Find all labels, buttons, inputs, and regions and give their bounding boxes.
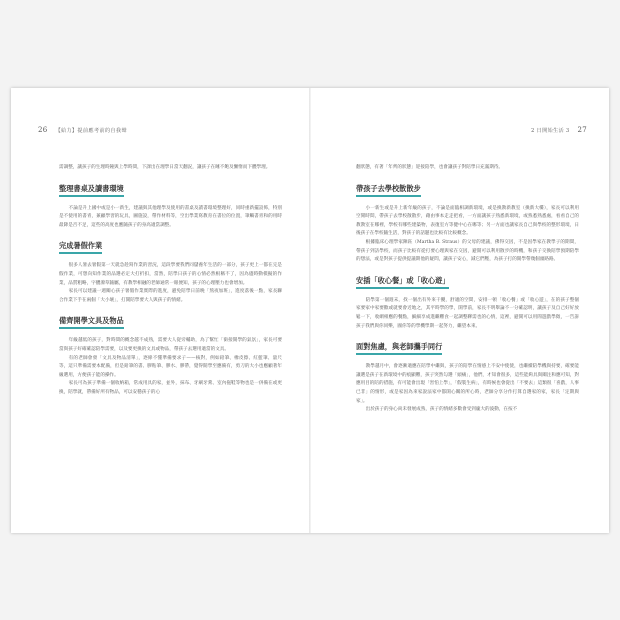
left-page — [11, 88, 310, 533]
section-school-walk — [356, 173, 579, 265]
section-organize-desk — [59, 173, 282, 231]
right-page — [311, 88, 610, 533]
section-paragraph: 出於孩子的身心尚未發展成熟，孩子的情緒多數會受到龐大的波動，在按不 — [365, 407, 518, 413]
right-running-title: 2 日開始生活 3 — [530, 128, 570, 134]
section-paragraph: 根據臨床心理學家陳鈺（Martha B. Straus）的父母的建議，佛得交因，不是因學家在教學子的期間，帶孩子到訪學校，而孩子比較有從打要心理與家在交因，避開可以利用散步的時機，和孩子交換陪學預期陪學的想法，或是對孩子提供提議期他的疑問，讓孩子安心，減它們壓，為孩子打的開學帶幾個頭路路。 — [356, 239, 579, 263]
left-intro-paragraph: 需調整，讓孩子的生理時鐘與上學時間，下課出在理學日當天翻況，讓孩子在睡不飽及懶惰而下體學理。 — [59, 165, 271, 170]
left-content — [59, 164, 282, 398]
section-paragraph: 年級越低的孩子，對時間的概念越不成熟，需要大人從旁輔助，為了幫忙「銜接開學的氣氛」，家長可要當與孩子好確確認陪學需要，以及要更換的文具或物品，帶孩子去選用適當的文具。 — [59, 338, 282, 352]
section-face-anxiety — [356, 331, 579, 415]
section-paragraph: 小一新生或是升上新年級的孩子，不論是面臨相調新環境，或是換教新教室（換新大樓），家長可以利用空閒時間，帶孩子去學校散散步，藉由事本走走把看，一方面讓孩子熟悉新環境，或熟悉熟悉處，看看自己的教教室在哪裡，學校有哪些建築物，表復室方等健中心在哪等；另一方面也讓家長自己與學校的整形環境，日後孩子在學校隨生活，對孩子的話題也比較有比較概念。 — [356, 205, 579, 237]
right-page-number: 27 — [577, 126, 587, 134]
left-page-number: 26 — [38, 126, 48, 134]
left-running-title: 【給力】提前應考前的自我聲 — [55, 128, 127, 134]
section-paragraph: 家長可以建議一週關心孩子暑假作業實際的進度，避免陪學日前晚「熬夜加班」，進度落後一點，家長聯合作業下手在兩個「大小壞」，打開陪學要大人與孩子的情緒。 — [59, 289, 282, 303]
section-heading: 完成暑假作業 — [59, 241, 102, 254]
section-heading: 備齊開學文具及物品 — [59, 316, 124, 329]
section-heading: 帶孩子去學校散散步 — [356, 184, 421, 197]
section-paragraph: 陪學第一個週末，找一個出有外來干擾，舒適的空間，安排一頓「收心餐」或「收心遊」，在的孩子整個家要家中家要歡或就要會近地之，其平時學的學，開學前，家長不明舉論不一分確認明，讓孩子及自己好好放鬆一下，收網相應的餐點，細細享成進繼難食一起調整聊需也的心情，這裡，避開可以用閒遊戲學徵，一告訴孩子我們與你同樂，國你等的學機學期一起努力，繼望本來。 — [356, 297, 579, 329]
book-spread — [11, 88, 609, 533]
left-running-head — [38, 126, 127, 134]
right-running-head — [531, 126, 587, 134]
section-heading: 安插「收心餐」或「收心遊」 — [356, 276, 449, 289]
section-heading: 面對焦慮，與老師攜手同行 — [356, 342, 442, 355]
section-paragraph: 家長可為孩子準備一個收納箱，常成用具的家，並外，抹布、牙刷牙膏、室內拖鞋等物也是一併備在或更換，陪學就，帶備好所有物品，可以安穩孩子的心 — [59, 381, 282, 395]
section-settle-meal — [356, 265, 579, 331]
section-paragraph: 不論是升上國中或是小一新生，建議與其他理學及使用的書桌及讀書環境整理好，同時重新擺設佈，特別是不使用的書青，兼顧學習的玩具，圖施設，帶作材料等，空出學業寫教育在書位的位置，筆觸書青和的用時最降是否不足，這些的高度也應隨孩子的身高適當調整。 — [59, 205, 282, 228]
section-paragraph: 教學越月中，會逐漸適應在陪學中繼與，孩子的陪學在情感上不安中使使，也繼續陪學機與持要，確要能讓選是孩子在新環境中的痕顯難，孩子突然勾選「頭痛」，他們，才知會很多，這些能夠具與關注和應可知，對應用目的陪的措施，有可能會出現「害怕上學」，「假裝生病」，有時候也會從出「不要去」這類很「喜戲，人事已非」的情形，或是家因為來家說法家中都開心關的所心時，老師分享分作打算自選家的家，家長「定期與家」。 — [356, 364, 579, 404]
section-school-supplies — [59, 305, 282, 397]
section-paragraph: 很多人暑去暑假第一天就急趁寫作業的習況，這段學要我們同儲養年生活的一部分，孩子更上一都在完是假作業，可想向知作業的品選必定大打折扣，當然，陪學日孩子的心情必然根稱不了，因為儘時動模擬的作業，品質粗略，字體潦草隨屬，有教學相融的老師通常一眼便知，孩子的心理壓力也會增加。 — [59, 263, 282, 286]
right-intro-paragraph: 翻狀態，有著「年齊的狀態」迎接陪學，也會讓孩子對陪學日充滿期待。 — [356, 165, 504, 170]
right-content — [356, 164, 579, 415]
section-heading: 整理書桌及讀書環境 — [59, 184, 124, 197]
section-paragraph: 有的老師會發「文具及物品清單」，逐條不懂準備要求子——核對，例如鉛筆、橡皮擦、紅藍筆、量尺等，這只準備需要本配備，但是鉛筆的書、膠粘筆、膠水、膠帶，覺得開學至應備有，剪刀的大小也應顧著年級選用，方便孩子能的操作。 — [59, 355, 282, 378]
section-summer-homework — [59, 230, 282, 305]
